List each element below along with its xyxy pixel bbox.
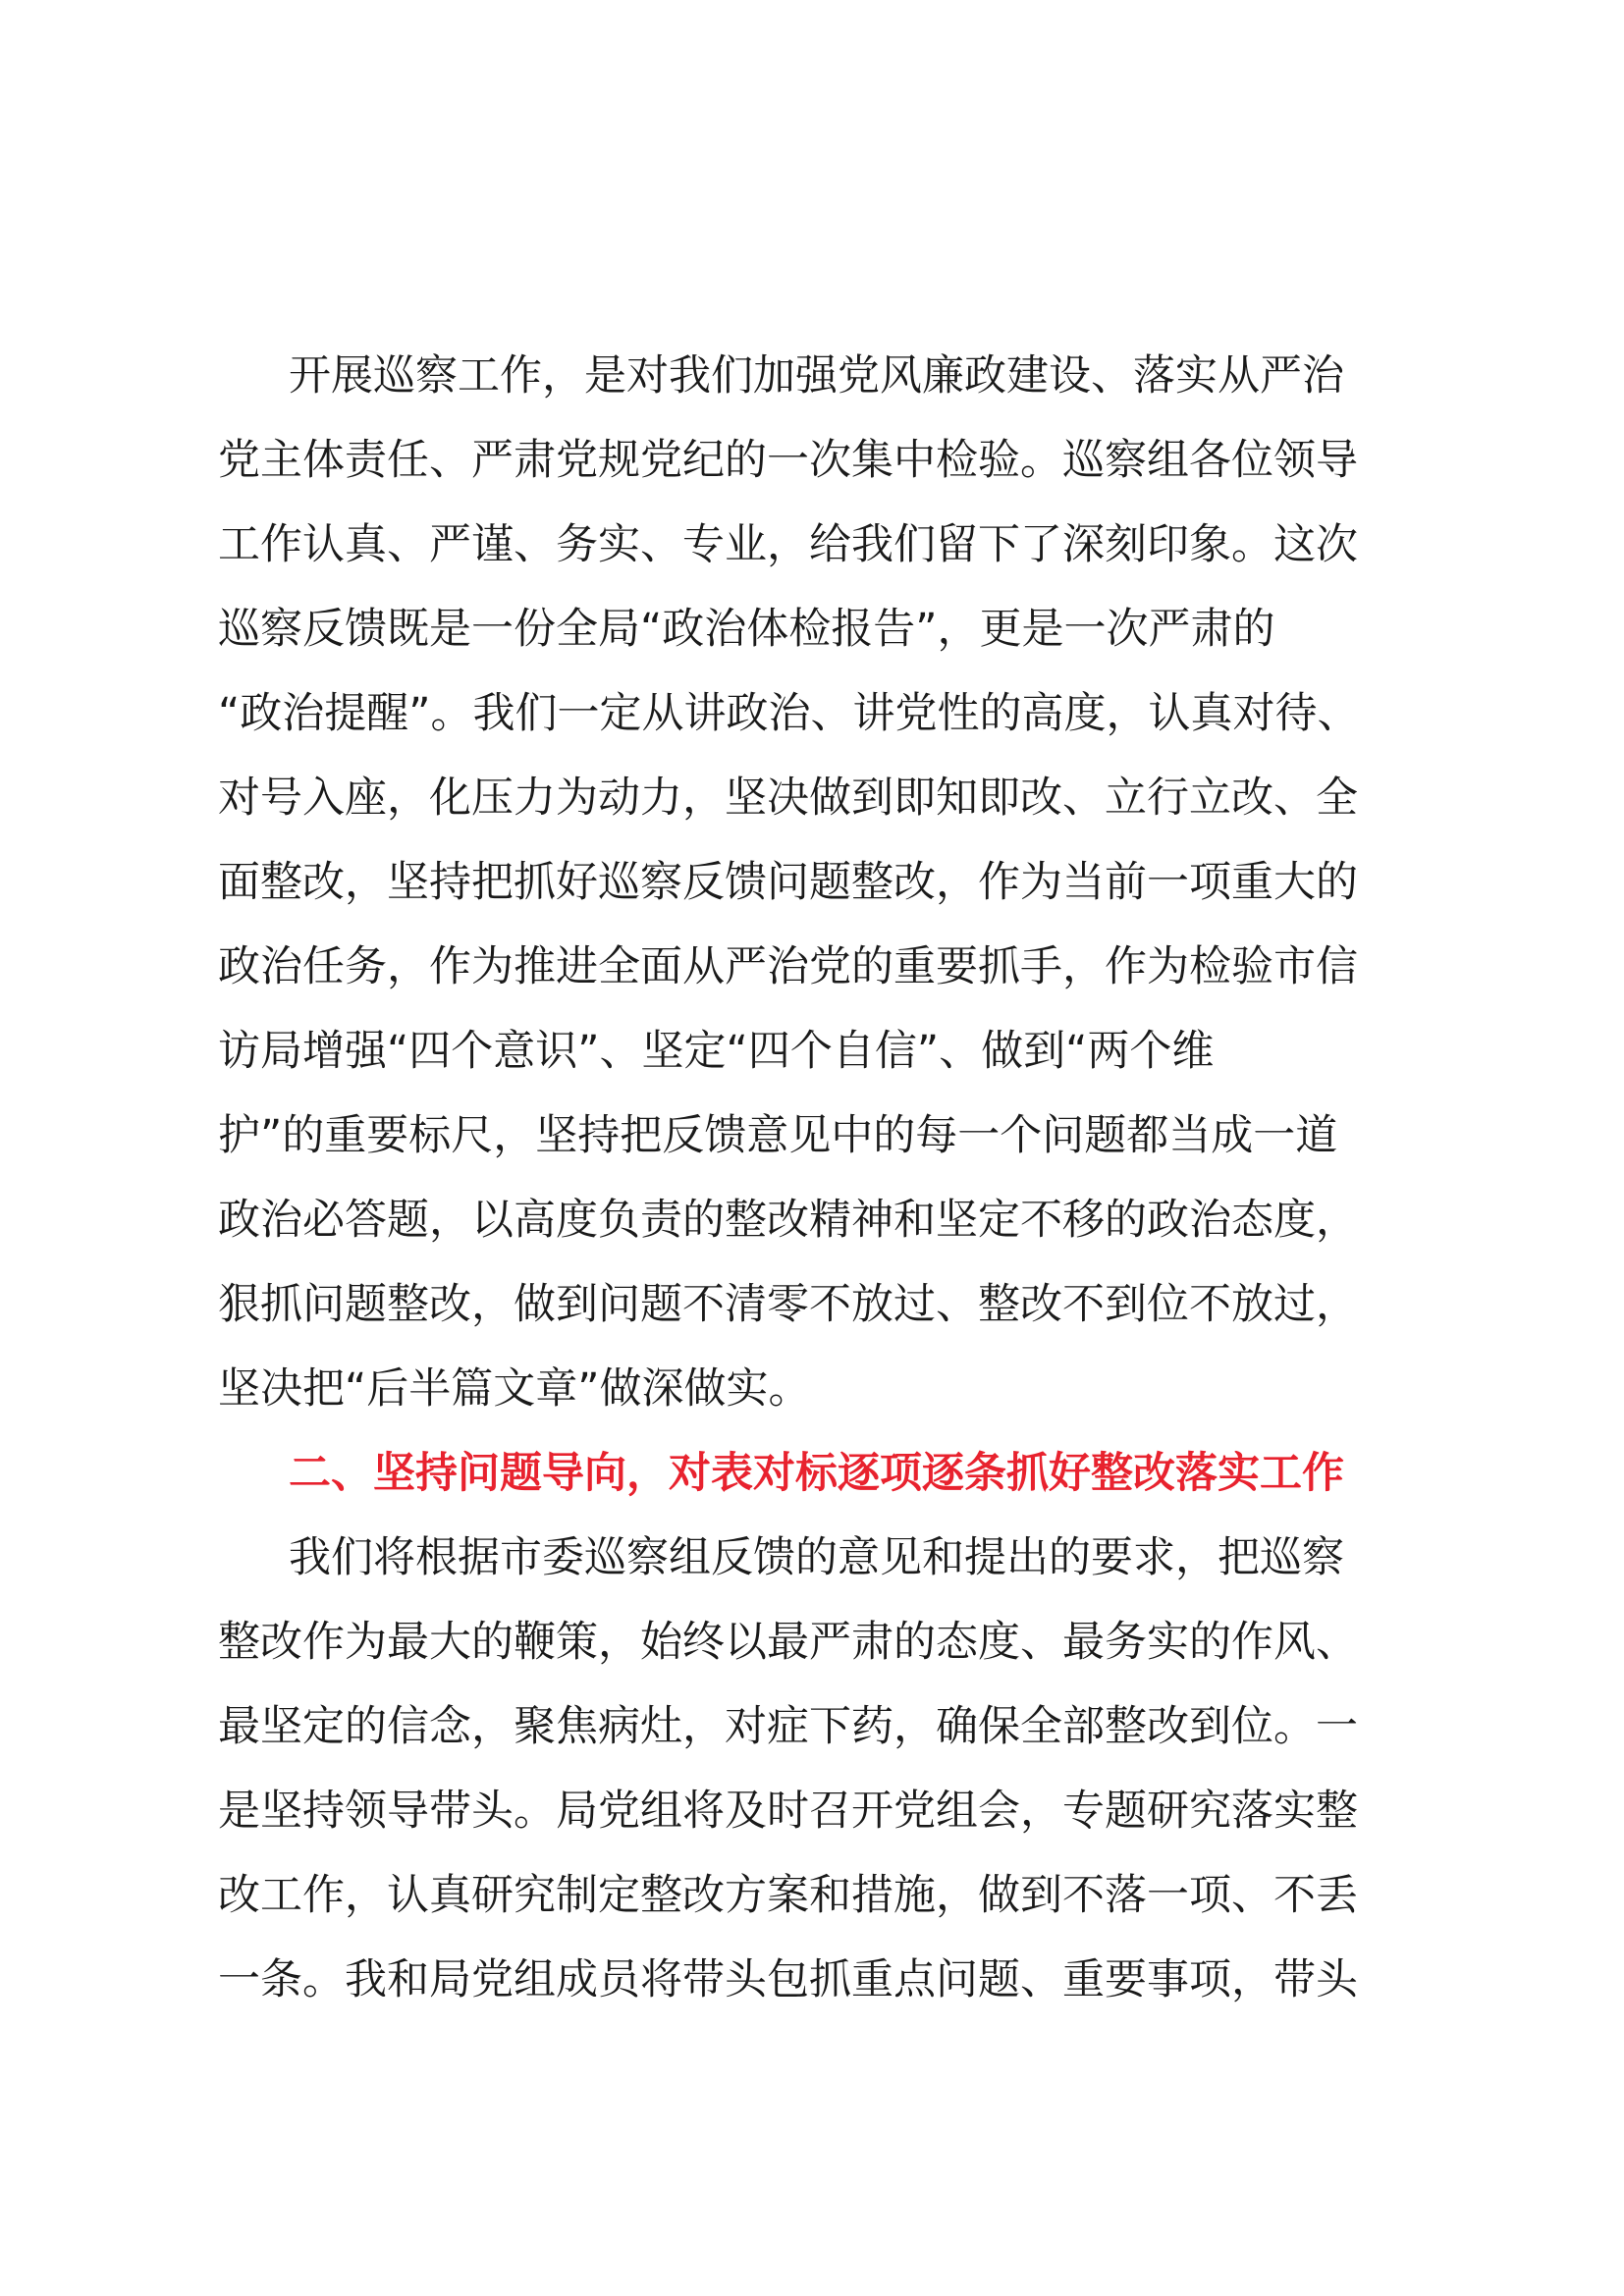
paragraph-1-line: 巡察反馈既是一份全局“政治体检报告”，更是一次严肃的 [218, 605, 1275, 654]
paragraph-2-line: 整改作为最大的鞭策，始终以最严肃的态度、最务实的作风、 [218, 1618, 1358, 1667]
paragraph-1-line: 狠抓问题整改，做到问题不清零不放过、整改不到位不放过， [218, 1280, 1358, 1329]
paragraph-2-line: 是坚持领导带头。局党组将及时召开党组会，专题研究落实整 [218, 1787, 1358, 1836]
paragraph-2-line: 最坚定的信念，聚焦病灶，对症下药，确保全部整改到位。一 [218, 1702, 1358, 1751]
paragraph-2-line: 改工作，认真研究制定整改方案和措施，做到不落一项、不丢 [218, 1871, 1358, 1920]
paragraph-1-line: “政治提醒”。我们一定从讲政治、讲党性的高度，认真对待、 [218, 689, 1360, 738]
paragraph-1-line: 政治必答题，以高度负责的整改精神和坚定不移的政治态度， [218, 1196, 1358, 1245]
paragraph-2-line: 一条。我和局党组成员将带头包抓重点问题、重要事项，带头 [218, 1955, 1358, 2004]
paragraph-1 [218, 334, 1416, 1431]
paragraph-1-line: 护”的重要标尺，坚持把反馈意见中的每一个问题都当成一道 [218, 1111, 1338, 1160]
paragraph-1-line: 面整改，坚持把抓好巡察反馈问题整改，作为当前一项重大的 [218, 858, 1358, 907]
paragraph-1-line: 政治任务，作为推进全面从严治党的重要抓手，作为检验市信 [218, 942, 1358, 991]
paragraph-2-line: 我们将根据市委巡察组反馈的意见和提出的要求，把巡察 [289, 1533, 1344, 1582]
paragraph-1-line: 开展巡察工作，是对我们加强党风廉政建设、落实从严治 [289, 351, 1344, 400]
paragraph-1-line: 对号入座，化压力为动力，坚决做到即知即改、立行立改、全 [218, 774, 1358, 823]
paragraph-1-line: 党主体责任、严肃党规党纪的一次集中检验。巡察组各位领导 [218, 436, 1358, 485]
paragraph-1-line: 坚决把“后半篇文章”做深做实。 [218, 1364, 811, 1414]
section-heading-2: 二、坚持问题导向，对表对标逐项逐条抓好整改落实工作 [289, 1449, 1344, 1498]
paragraph-1-line: 工作认真、严谨、务实、专业，给我们留下了深刻印象。这次 [218, 520, 1358, 569]
document-body [218, 334, 1416, 2022]
paragraph-2 [218, 1516, 1416, 2022]
paragraph-1-line: 访局增强“四个意识”、坚定“四个自信”、做到“两个维 [218, 1027, 1215, 1076]
